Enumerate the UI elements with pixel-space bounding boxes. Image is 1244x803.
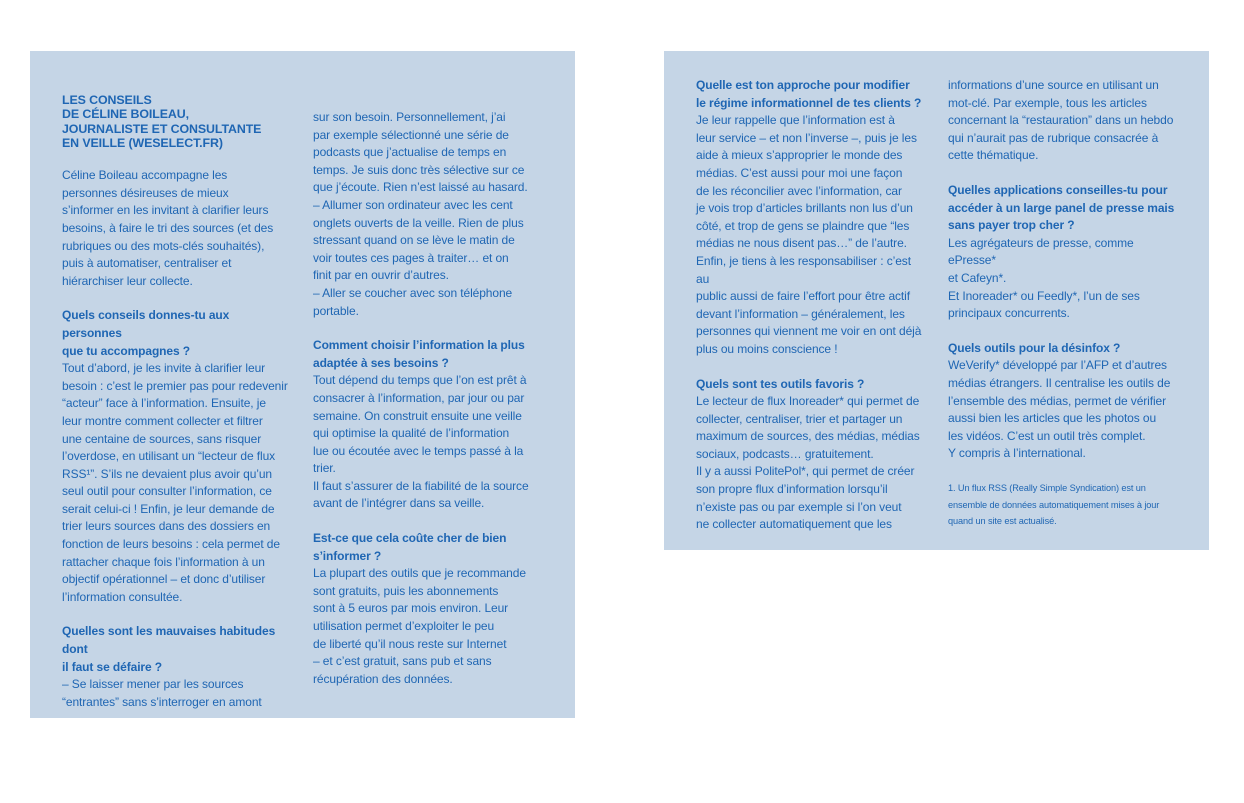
answer-paragraph: Le lecteur de flux Inoreader* qui permet de collecter, centraliser, trier et partager un maximum de sources, des médias, médias sociaux, podcasts… gratuitement. Il y a aussi PolitePol*, qui permet de créer son propre flux d’information lorsqu’il n’existe pas ou par exemple si l’on veut ne collecter automatiquement que les xyxy=(696,394,920,532)
answer-paragraph: Tout d’abord, je les invite à clarifier leur besoin : c’est le premier pas pour redevenir “acteur” face à l’information. Ensuite, je leur montre comment collecter et filtrer une centaine de sources, sans risquer l’overdose, en utilisant un “lecteur de flux RSS¹”. S’ils ne devaient plus avoir qu’un seul outil pour consulter l’information, ce serait celui-ci ! Enfin, je leur demande de trier leurs sources dans des dossiers en fonction de leurs besoins : cela permet de rattacher chaque fois l’information à un objectif opérationnel – et donc d’utiliser l’information consultée. xyxy=(62,361,288,604)
answer-paragraph: informations d’une source en utilisant un mot-clé. Par exemple, tous les articles concernant la “restauration” dans un hebdo qui n’aurait pas de rubrique consacrée à cette thématique. xyxy=(948,78,1174,163)
answer-paragraph: La plupart des outils que je recommande sont gratuits, puis les abonnements sont à 5 euros par mois environ. Leur utilisation permet d’exploiter le peu de liberté qu’il nous reste sur Internet – et c’est gratuit, sans pub et sans récupération des données. xyxy=(313,566,526,686)
answer-paragraph: sur son besoin. Personnellement, j’ai par exemple sélectionné une série de podcasts que j’actualise de temps en temps. Je suis donc très sélective sur ce que j’écoute. Rien n’est laissé au hasard. – Allumer son ordinateur avec les cent onglets ouverts de la veille. Rien de plus stressant quand on se lève le matin de voir toutes ces pages à traiter… et on finit par en ouvrir d’autres. – Aller se coucher avec son téléphone portable. xyxy=(313,110,528,318)
intro-paragraph: Céline Boileau accompagne les personnes désireuses de mieux s’informer en les invitant à clarifier leurs besoins, à faire le tri des sources (et des rubriques ou des mots-clés souhaités), puis à automatiser, centraliser et hiérarchiser leur collecte. xyxy=(62,168,274,288)
article-title: LES CONSEILS DE CÉLINE BOILEAU, JOURNALISTE ET CONSULTANTE EN VEILLE (WESELECT.FR) xyxy=(62,93,262,150)
column-1 xyxy=(62,93,290,711)
question-heading: Quelles sont les mauvaises habitudes dont il faut se défaire ? xyxy=(62,624,276,674)
question-heading: Quels outils pour la désinfox ? xyxy=(948,340,1121,355)
answer-paragraph: Les agrégateurs de presse, comme ePresse* et Cafeyn*. Et Inoreader* ou Feedly*, l’un de ses principaux concurrents. xyxy=(948,235,1140,321)
question-heading: Quels sont tes outils favoris ? xyxy=(696,376,865,391)
question-heading: Est-ce que cela coûte cher de bien s’informer ? xyxy=(313,531,507,563)
answer-paragraph: Tout dépend du temps que l’on est prêt à consacrer à l’information, par jour ou par semaine. On construit ensuite une veille qui optimise la qualité de l’information lue ou écoutée avec le temps passé à la trier. Il faut s’assurer de la fiabilité de la source avant de l’intégrer dans sa veille. xyxy=(313,373,529,511)
answer-paragraph: Je leur rappelle que l’information est à leur service – et non l’inverse –, puis je les aide à mieux s’approprier le monde des médias. C’est aussi pour moi une façon de les réconcilier avec l’information, car je vois trop d’articles brillants non lus d’un côté, et trop de gens se plaindre que “les médias ne nous disent pas…” de l’autre. Enfin, je tiens à les responsabiliser : c’est au public aussi de faire l’effort pour être actif devant l’information – généralement, les personnes qui viennent me voir en ont déjà plus ou moins conscience ! xyxy=(696,113,922,356)
right-page-panel xyxy=(664,51,1209,550)
answer-paragraph: – Se laisser mener par les sources “entrantes” sans s’interroger en amont xyxy=(62,677,262,709)
column-2 xyxy=(313,109,543,688)
column-3 xyxy=(696,77,926,534)
footnote: 1. Un flux RSS (Really Simple Syndication) est un ensemble de données automatiquement mises à jour quand un site est actualisé. xyxy=(948,482,1160,527)
left-page-panel xyxy=(30,51,575,718)
question-heading: Comment choisir l’information la plus adaptée à ses besoins ? xyxy=(313,338,525,370)
question-heading: Quels conseils donnes-tu aux personnes que tu accompagnes ? xyxy=(62,308,230,358)
answer-paragraph: WeVerify* développé par l’AFP et d’autres médias étrangers. Il centralise les outils de l’ensemble des médias, permet de vérifier aussi bien les articles que les photos ou les vidéos. C’est un outil très complet. Y compris à l’international. xyxy=(948,358,1171,461)
question-heading: Quelle est ton approche pour modifier le régime informationnel de tes clients ? xyxy=(696,78,922,110)
column-4 xyxy=(948,77,1184,530)
question-heading: Quelles applications conseilles-tu pour accéder à un large panel de presse mais sans payer trop cher ? xyxy=(948,182,1175,233)
